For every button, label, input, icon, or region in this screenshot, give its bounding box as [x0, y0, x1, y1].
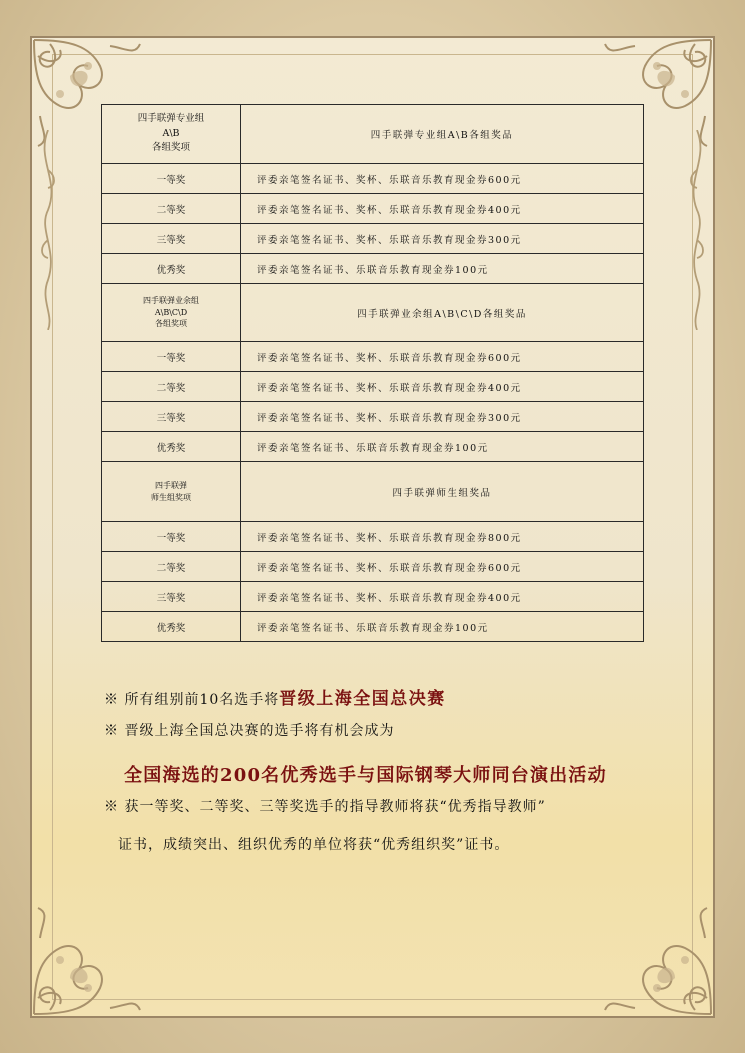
award-cell: 优秀奖 — [102, 254, 241, 284]
section-header-left — [102, 462, 241, 522]
table-row — [102, 582, 644, 612]
header-line: 四手联弹 — [155, 480, 187, 490]
prize-cell: 评委亲笔签名证书、乐联音乐教育现金券100元 — [241, 254, 644, 284]
header-line: 四手联弹专业组 — [137, 112, 205, 124]
award-cell: 一等奖 — [102, 342, 241, 372]
section-header-right: 四手联弹师生组奖品 — [241, 462, 644, 522]
header-line: 各组奖项 — [151, 142, 190, 154]
section-header-left — [102, 105, 241, 164]
award-cell: 一等奖 — [102, 164, 241, 194]
side-scroll-ornament-icon — [683, 130, 711, 330]
note-teacher-award-line2: 证书，成绩突出、组织优秀的单位将获“优秀组织奖”证书。 — [118, 837, 510, 853]
awards-table — [101, 104, 644, 642]
side-scroll-ornament-icon — [34, 130, 62, 330]
table-row — [102, 164, 644, 194]
note-teacher-award-line1: ※ 获一等奖、二等奖、三等奖选手的指导教师将获“优秀指导教师” — [104, 799, 546, 815]
table-row — [102, 194, 644, 224]
note-text: ※ 所有组别前10名选手将 — [104, 692, 280, 708]
prize-cell: 评委亲笔签名证书、奖杯、乐联音乐教育现金券300元 — [241, 224, 644, 254]
prize-cell: 评委亲笔签名证书、乐联音乐教育现金券100元 — [241, 612, 644, 642]
prize-cell: 评委亲笔签名证书、乐联音乐教育现金券100元 — [241, 432, 644, 462]
section-header-left — [102, 284, 241, 342]
note-opportunity: ※ 晋级上海全国总决赛的选手将有机会成为 — [104, 723, 395, 739]
header-line: 四手联弹业余组 — [143, 296, 199, 306]
table-section-header — [102, 105, 644, 164]
prize-cell: 评委亲笔签名证书、奖杯、乐联音乐教育现金券800元 — [241, 522, 644, 552]
section-header-right: 四手联弹专业组A\B各组奖品 — [241, 105, 644, 164]
header-line: 各组奖项 — [155, 319, 187, 329]
award-cell: 优秀奖 — [102, 432, 241, 462]
prize-cell: 评委亲笔签名证书、奖杯、乐联音乐教育现金券400元 — [241, 194, 644, 224]
prize-cell: 评委亲笔签名证书、奖杯、乐联音乐教育现金券400元 — [241, 372, 644, 402]
note-emphasis: 晋级上海全国总决赛 — [279, 689, 446, 709]
note-advancement — [104, 684, 446, 709]
prize-cell: 评委亲笔签名证书、奖杯、乐联音乐教育现金券400元 — [241, 582, 644, 612]
award-cell: 二等奖 — [102, 194, 241, 224]
corner-ornament-icon — [595, 898, 715, 1018]
table-section-header — [102, 284, 644, 342]
section-header-right: 四手联弹业余组A\B\C\D各组奖品 — [241, 284, 644, 342]
table-row — [102, 372, 644, 402]
table-row — [102, 224, 644, 254]
header-line: A\B — [162, 127, 180, 139]
header-line: A\B\C\D — [154, 307, 188, 317]
award-cell: 三等奖 — [102, 402, 241, 432]
table-row — [102, 552, 644, 582]
prize-cell: 评委亲笔签名证书、奖杯、乐联音乐教育现金券300元 — [241, 402, 644, 432]
award-cell: 三等奖 — [102, 224, 241, 254]
table-row — [102, 342, 644, 372]
prize-cell: 评委亲笔签名证书、奖杯、乐联音乐教育现金券600元 — [241, 342, 644, 372]
corner-ornament-icon — [30, 898, 150, 1018]
award-cell: 三等奖 — [102, 582, 241, 612]
table-row — [102, 254, 644, 284]
award-cell: 优秀奖 — [102, 612, 241, 642]
table-row — [102, 612, 644, 642]
note-highlight: 全国海选的200名优秀选手与国际钢琴大师同台演出活动 — [124, 765, 607, 786]
award-cell: 一等奖 — [102, 522, 241, 552]
prize-cell: 评委亲笔签名证书、奖杯、乐联音乐教育现金券600元 — [241, 552, 644, 582]
table-row — [102, 522, 644, 552]
table-section-header — [102, 462, 644, 522]
prize-cell: 评委亲笔签名证书、奖杯、乐联音乐教育现金券600元 — [241, 164, 644, 194]
header-line: 师生组奖项 — [151, 492, 191, 502]
table-row — [102, 402, 644, 432]
award-cell: 二等奖 — [102, 552, 241, 582]
award-cell: 二等奖 — [102, 372, 241, 402]
table-row — [102, 432, 644, 462]
